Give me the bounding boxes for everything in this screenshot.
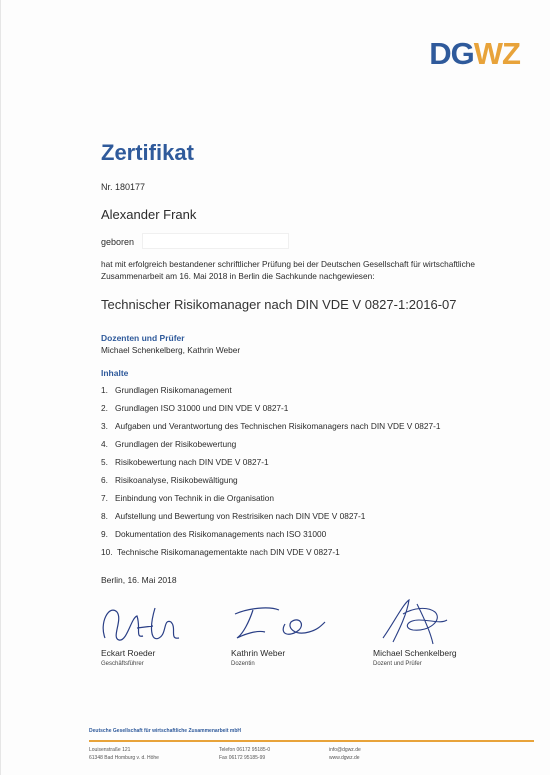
signature-roeder bbox=[97, 598, 187, 648]
certificate-number: Nr. 180177 bbox=[101, 182, 146, 192]
list-item: 8. Aufstellung und Bewertung von Restrisiken nach DIN VDE V 0827-1 bbox=[101, 511, 366, 521]
footer-web: info@dgwz.de www.dgwz.de bbox=[329, 747, 361, 761]
footer-address: Louisenstraße 121 61348 Bad Homburg v. d. Höhe bbox=[89, 747, 159, 761]
signatory-name-1: Eckart Roeder bbox=[101, 648, 156, 658]
intro-text: hat mit erfolgreich bestandener schriftlicher Prüfung bei der Deutschen Gesellschaft für wirtschaftliche Zusammenarbeit am 16. Mai 2018 in Berlin die Sachkunde nachgewiesen: bbox=[101, 259, 476, 281]
place-and-date: Berlin, 16. Mai 2018 bbox=[101, 575, 177, 585]
course-title: Technischer Risikomanager nach DIN VDE V 0827-1:2016-07 bbox=[101, 297, 457, 312]
list-item: 1. Grundlagen Risikomanagement bbox=[101, 385, 232, 395]
signatory-name-2: Kathrin Weber bbox=[231, 648, 286, 658]
recipient-name: Alexander Frank bbox=[101, 207, 197, 222]
signature-weber bbox=[229, 604, 329, 644]
list-item: 3. Aufgaben und Verantwortung des Technischen Risikomanagers nach DIN VDE V 0827-1 bbox=[101, 421, 441, 431]
certificate-title: Zertifikat bbox=[101, 140, 194, 165]
list-item: 2. Grundlagen ISO 31000 und DIN VDE V 0827-1 bbox=[101, 403, 289, 413]
inhalte-list bbox=[101, 381, 440, 561]
dozenten-heading: Dozenten und Prüfer bbox=[101, 333, 185, 343]
signatory-name-3: Michael Schenkelberg bbox=[373, 648, 457, 658]
list-item: 7. Einbindung von Technik in die Organisation bbox=[101, 493, 274, 503]
list-item: 6. Risikoanalyse, Risikobewältigung bbox=[101, 475, 238, 485]
list-item: 9. Dokumentation des Risikomanagements nach ISO 31000 bbox=[101, 529, 327, 539]
signature-schenkelberg bbox=[373, 594, 453, 649]
list-item: 4. Grundlagen der Risikobewertung bbox=[101, 439, 237, 449]
redacted-birthdate bbox=[142, 233, 289, 249]
list-item: 10. Technische Risikomanagementakte nach DIN VDE V 0827-1 bbox=[101, 547, 340, 557]
inhalte-heading: Inhalte bbox=[101, 368, 129, 378]
logo-part-dg: DG bbox=[429, 36, 474, 71]
logo-part-wz: WZ bbox=[473, 36, 520, 71]
footer-divider bbox=[89, 740, 534, 742]
footer-phone: Telefon 06172 95185-0 Fax 06172 95185-99 bbox=[219, 747, 271, 761]
list-item: 5. Risikobewertung nach DIN VDE V 0827-1 bbox=[101, 457, 269, 467]
footer-organization: Deutsche Gesellschaft für wirtschaftliche Zusammenarbeit mbH bbox=[89, 728, 241, 734]
dgwz-logo bbox=[429, 36, 520, 72]
signatory-role-3: Dozent und Prüfer bbox=[373, 661, 422, 667]
signatory-role-1: Geschäftsführer bbox=[101, 661, 144, 667]
dozenten-names: Michael Schenkelberg, Kathrin Weber bbox=[101, 345, 241, 355]
birth-label: geboren bbox=[101, 237, 135, 247]
signatory-role-2: Dozentin bbox=[231, 661, 255, 667]
